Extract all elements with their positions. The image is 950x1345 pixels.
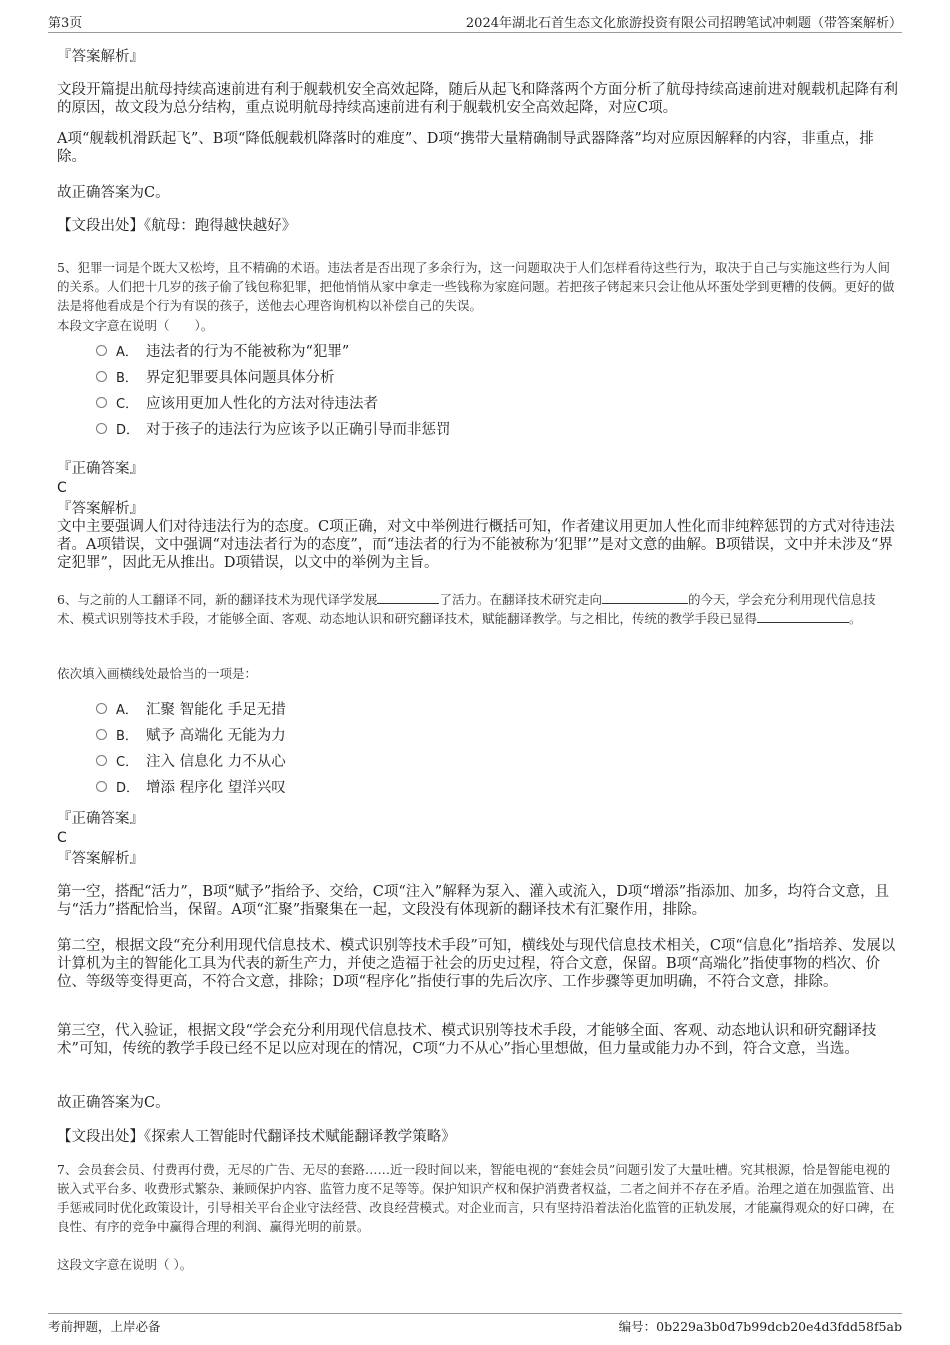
option-text: 赋予 高端化 无能为力 [146,727,286,744]
option-text: 违法者的行为不能被称为“犯罪” [146,343,350,360]
option-text: 汇聚 智能化 手足无措 [146,701,286,718]
q5-stem: 5、犯罪一词是个既大又松垮，且不精确的术语。违法者是否出现了多余行为，这一问题取决于人们怎样看待这些行为，取决于自己与实施这些行为人间的关系。人们把十几岁的孩子偷了钱包称犯罪，把他悄悄从家中拿走一些钱称为家庭问题。若把孩子铐起来只会让他从坏蛋处学到更糟的伎俩。更好的做法是将他看成是个行为有误的孩子，送他去心理咨询机构以补偿自己的失误。 [57,260,895,313]
q5-option-a[interactable] [96,340,349,360]
footer-slogan: 考前押题，上岸必备 [48,1319,161,1334]
q5-correct-answer: C [57,480,67,496]
page-number: 第3页 [48,16,83,31]
radio-icon[interactable] [96,703,107,714]
q6-analysis-label: 『答案解析』 [57,851,144,867]
q6-source [57,1128,900,1146]
page-footer [48,1313,902,1336]
q6-option-c[interactable] [96,750,286,770]
option-key: B． [116,370,138,386]
blank-3 [757,610,849,623]
radio-icon[interactable] [96,729,107,740]
document-title: 2024年湖北石首生态文化旅游投资有限公司招聘笔试冲刺题（带答案解析） [465,16,902,31]
q6-analysis-p4: 故正确答案为C。 [57,1095,170,1111]
q5-option-b[interactable] [96,366,335,386]
q5-analysis: 文中主要强调人们对待违法行为的态度。C项正确，对文中举例进行概括可知，作者建议用更加人性化而非纯粹惩罚的方式对待违法者。A项错误，文中强调“对违法者行为的态度”，而“违法者的行为不能被称为‘犯罪’”是对文意的曲解。B项错误，文中并未涉及“界定犯罪”，因此无从推出。D项错误，以文中的举例为主旨。 [57,519,895,571]
q6-analysis-p2: 第二空，根据文段“充分利用现代信息技术、模式识别等技术手段”可知，横线处与现代信息技术相关，C项“信息化”指培养、发展以计算机为主的智能化工具为代表的新生产力，并使之造福于社会的历史过程，符合文意，保留。B项“高端化”指使事物的档次、价位、等级等变得更高，不符合文意，排除；D项“程序化”指使行事的先后次序、工作步骤等更加明确，不符合文意，排除。 [57,938,896,990]
q5-question: 本段文字意在说明（ ）。 [57,318,214,333]
source-title: 《航母：跑得越快越好》 [144,218,297,234]
q6-stem: 6、与之前的人工翻译不同，新的翻译技术为现代译学发展 了活力。在翻译技术研究走向 的今天，学会充分利用现代信息技术、模式识别等技术手段，才能够全面、客观、动态地认识和研究翻译技术，赋能翻译教学。与之相比，传统的教学手段已显得 。 [57,592,876,626]
q5-option-c[interactable] [96,392,378,412]
option-key: D． [116,780,140,796]
radio-icon[interactable] [96,345,107,356]
option-text: 应该用更加人性化的方法对待违法者 [146,395,378,412]
option-key: A． [116,702,138,718]
q6-analysis-p1: 第一空，搭配“活力”，B项“赋予”指给予、交给，C项“注入”解释为泵入、灌入或流入，D项“增添”指添加、加多，均符合文意，且与“活力”搭配恰当，保留。A项“汇聚”指聚集在一起，文段没有体现新的翻译技术有汇聚作用，排除。 [57,884,890,918]
q4-analysis-p2: A项“舰载机滑跃起飞”、B项“降低舰载机降落时的难度”、D项“携带大量精确制导武器降落”均对应原因解释的内容，非重点，排除。 [57,131,874,165]
q6-analysis-p3: 第三空，代入验证，根据文段“学会充分利用现代信息技术、模式识别等技术手段，才能够全面、客观、动态地认识和研究翻译技术”可知，传统的教学手段已经不足以应对现在的情况，C项“力不从心”指心里想做，但力量或能力办不到，符合文意，当选。 [57,1023,877,1057]
source-label: 【文段出处】 [57,1129,144,1145]
source-title: 《探索人工智能时代翻译技术赋能翻译教学策略》 [144,1129,456,1145]
option-key: A． [116,344,138,360]
q6-option-b[interactable] [96,724,286,744]
q7-stem: 7、会员套会员、付费再付费，无尽的广告、无尽的套路……近一段时间以来，智能电视的“套娃会员”问题引发了大量吐槽。究其根源，恰是智能电视的嵌入式平台多、收费形式繁杂、兼顾保护内容、监管力度不足等等。保护知识产权和保护消费者权益，二者之间并不存在矛盾。治理之道在加强监管、出手惩戒同时优化政策设计，引导相关平台企业守法经营、改良经营模式。对企业而言，只有坚持沿着法治化监管的正轨发展，才能赢得观众的好口碑，在良性、有序的竞争中赢得合理的利润、赢得光明的前景。 [57,1162,895,1234]
option-key: B． [116,728,138,744]
option-text: 界定犯罪要具体问题具体分析 [146,369,335,386]
radio-icon[interactable] [96,371,107,382]
q7-question: 这段文字意在说明（ ）。 [57,1257,193,1272]
q6-option-d[interactable] [96,776,286,796]
q4-source [57,217,900,235]
option-key: D． [116,422,140,438]
option-key: C． [116,396,139,412]
page-header [48,12,902,33]
option-text: 注入 信息化 力不从心 [146,753,286,770]
q6-option-a[interactable] [96,698,286,718]
q6-correct-answer: C [57,830,67,846]
option-text: 增添 程序化 望洋兴叹 [146,779,286,796]
document-id: 编号：0b229a3b0d7b99dcb20e4d3fdd58f5ab [618,1319,902,1334]
q5-analysis-label: 『答案解析』 [57,501,144,517]
radio-icon[interactable] [96,397,107,408]
q6-correct-label: 『正确答案』 [57,811,144,827]
q5-correct-label: 『正确答案』 [57,461,144,477]
radio-icon[interactable] [96,423,107,434]
radio-icon[interactable] [96,755,107,766]
q5-option-d[interactable] [96,418,451,438]
q6-question: 依次填入画横线处最恰当的一项是： [57,666,258,681]
radio-icon[interactable] [96,781,107,792]
q4-analysis-p3: 故正确答案为C。 [57,185,170,201]
q4-analysis-p1: 文段开篇提出航母持续高速前进有利于舰载机安全高效起降，随后从起飞和降落两个方面分析了航母持续高速前进对舰载机起降有利的原因，故文段为总分结构，重点说明航母持续高速前进有利于舰载机安全高效起降，对应C项。 [57,82,898,116]
q4-analysis-label: 『答案解析』 [57,49,144,65]
option-text: 对于孩子的违法行为应该予以正确引导而非惩罚 [146,421,451,438]
option-key: C． [116,754,139,770]
blank-2 [602,591,688,604]
source-label: 【文段出处】 [57,218,144,234]
blank-1 [377,591,439,604]
